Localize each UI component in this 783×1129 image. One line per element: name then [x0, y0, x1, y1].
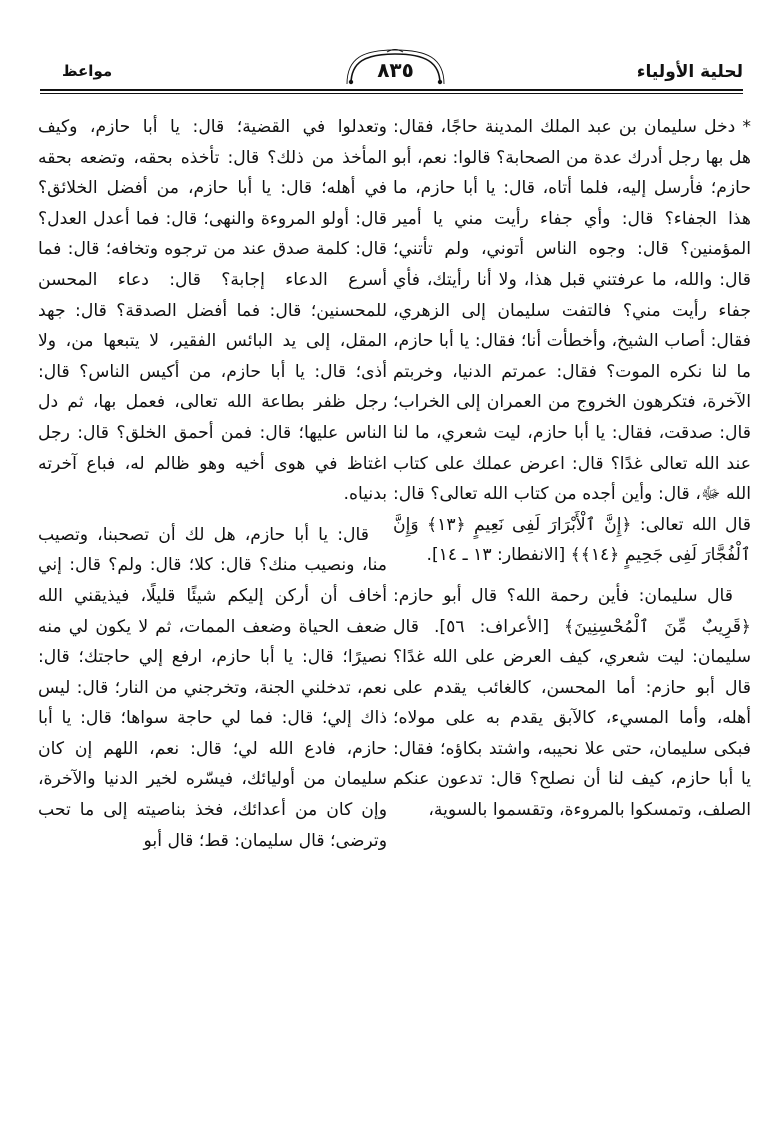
book-title: لحلية الأولياء — [636, 62, 743, 82]
page-header — [40, 48, 743, 88]
right-column — [393, 112, 751, 826]
left-column — [38, 112, 387, 856]
right-paragraph-1: * دخل سليمان بن عبد الملك المدينة حاجًا، فقال: هل بها رجل أدرك عدة من الصحابة؟ قالوا: نعم، أبو حازم؛ فأرسل إليه، فلما أتاه، قال: يا أبا حازم، ما هذا الجفاء؟ قال: وأي جفاء رأيت مني يا أمير المؤمنين؟ قال: وجوه الناس أتوني، ولم تأتني؛ قال: والله، ما عرفتني قبل هذا، ولا أنا رأيتك، فأي جفاء رأيت مني؟ فالتفت سليمان إلى الزهري، فقال: أصاب الشيخ، وأخطأت أنا؛ فقال: يا أبا حازم، ما لنا نكره الموت؟ فقال: عمرتم الدنيا، وخربتم الآخرة، فتكرهون الخروج من العمران إلى الخراب؛ قال: صدقت، فقال: يا أبا حازم، ليت شعري، ما لنا عند الله تعالى غدًا؟ قال: اعرض عملك على كتاب الله ﷻ، قال: وأين أجده من كتاب الله تعالى؟ قال: قال الله تعالى: ﴿إِنَّ ٱلْأَبْرَارَ لَفِى نَعِيمٍ ﴿١٣﴾ وَإِنَّ ٱلْفُجَّارَ لَفِى جَحِيمٍ ﴿١٤﴾﴾ [الانفطار: ١٣ ـ ١٤]. — [393, 117, 752, 566]
right-paragraph-2: قال سليمان: فأين رحمة الله؟ قال أبو حازم: ﴿قَرِيبٌ مِّنَ ٱلْمُحْسِنِينَ﴾ [الأعراف: ٥٦]. قال سليمان: ليت شعري، كيف العرض على الله غدًا؟ قال أبو حازم: أما المحسن، كالغائب يقدم على أهله، وأما المسيء، كالآبق يقدم به على مولاه؛ فبكى سليمان، حتى علا نحيبه، واشتد بكاؤه؛ فقال: يا أبا حازم، كيف لنا أن نصلح؟ قال: تدعون عنكم الصلف، وتمسكوا بالمروءة، وتقسموا بالسوية، — [393, 585, 751, 821]
header-rule-thin — [40, 93, 743, 94]
header-rule — [40, 89, 743, 91]
section-title: مواعظ — [62, 62, 113, 80]
left-paragraph-1: وتعدلوا في القضية؛ قال: يا أبا حازم، وكيف المأخذ من ذلك؟ قال: تأخذه بحقه، وتضعه بحقه في أهله؛ قال: يا أبا حازم، من أفضل الخلائق؟ قال: أولو المروءة والنهى؛ قال: فما أعدل العدل؟ قال: كلمة صدق عند من ترجوه وتخافه؛ قال: فما أسرع الدعاء إجابة؟ قال: دعاء المحسن للمحسنين؛ قال: فما أفضل الصدقة؟ قال: جهد المقل، إلى يد البائس الفقير، لا يتبعها من، ولا أذى؛ قال: يا أبا حازم، من أكيس الناس؟ قال: رجل ظفر بطاعة الله تعالى، فعمل بها، ثم دل الناس عليها؛ قال: فمن أحمق الخلق؟ قال: رجل اغتاظ في هوى أخيه وهو ظالم له، فباع آخرته بدنياه. — [38, 117, 387, 505]
page-number-ornament — [343, 48, 448, 84]
page-number: ٨٣٥ — [377, 58, 414, 82]
left-paragraph-2: قال: يا أبا حازم، هل لك أن تصحبنا، وتصيب منا، ونصيب منك؟ قال: كلا؛ قال: ولم؟ قال: إني أخاف أن أركن إليكم شيئًا قليلًا، فيذيقني الله ضعف الحياة وضعف الممات، ثم لا يكون لي منه نصيرًا؛ قال: يا أبا حازم، ارفع إلي حاجتك؛ قال: نعم، تدخلني الجنة، وتخرجني من النار؛ قال: ليس ذاك إلي؛ قال: فما لي حاجة سواها؛ قال: يا أبا حازم، فادع الله لي؛ قال: نعم، اللهم إن كان سليمان من أوليائك، فيسّره لخير الدنيا والآخرة، وإن كان من أعدائك، فخذ بناصيته إلى ما تحب وترضى؛ قال سليمان: قط؛ قال أبو — [38, 524, 387, 851]
